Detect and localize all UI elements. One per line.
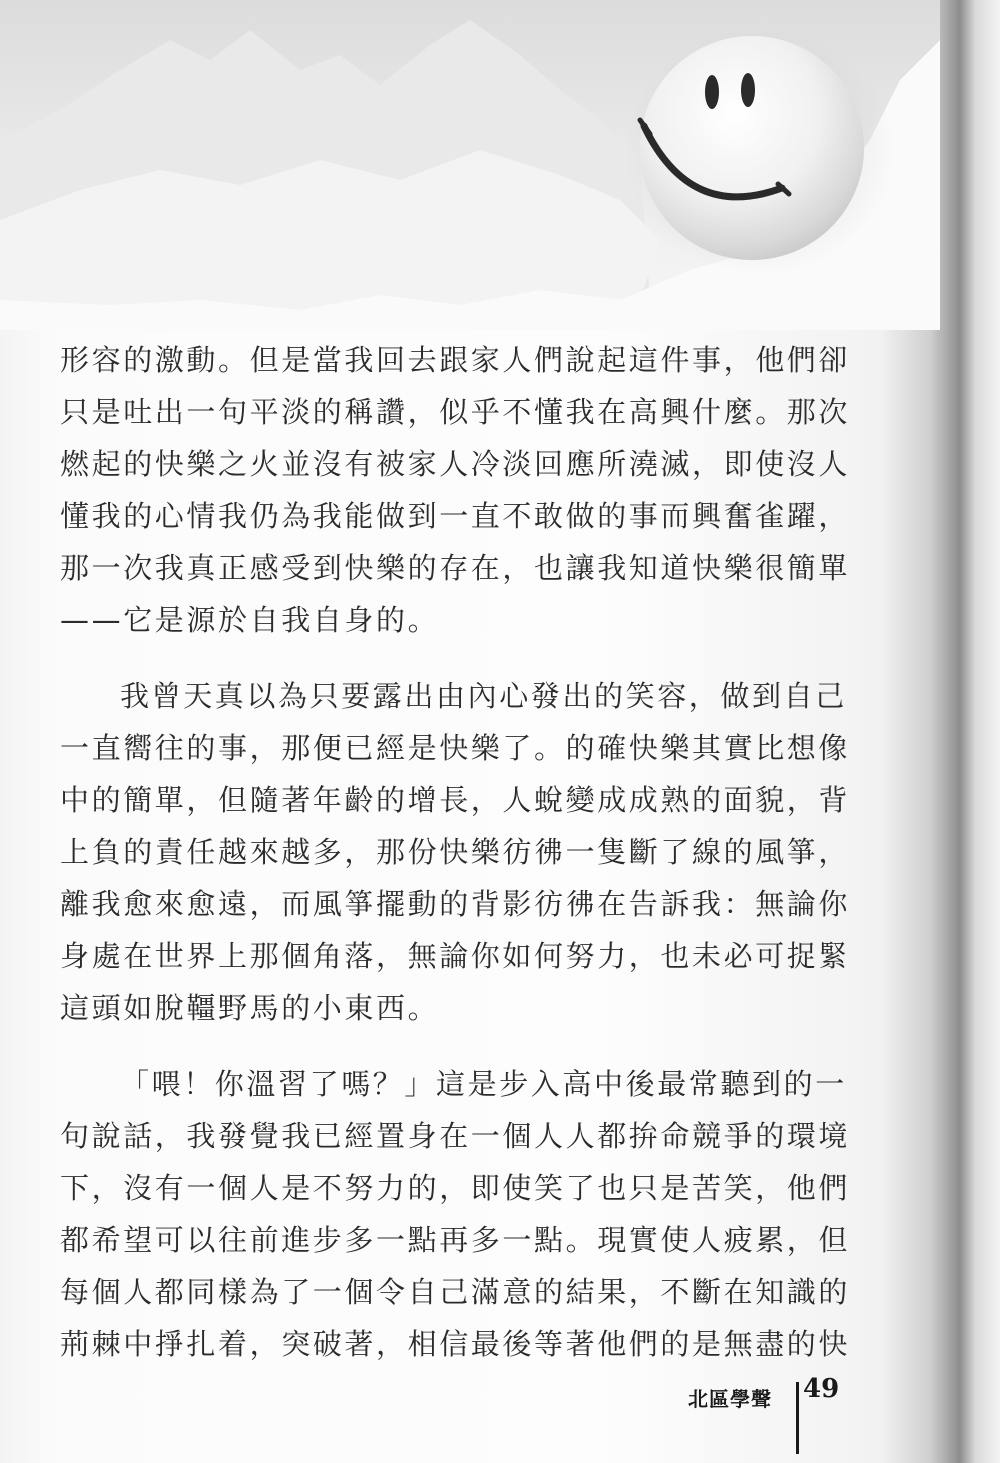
paragraph-1: 形容的激動。但是當我回去跟家人們說起這件事，他們卻只是吐出一句平淡的稱讚，似乎不懂我在高興什麼。那次燃起的快樂之火並沒有被家人冷淡回應所澆滅，即使沒人懂我的心情我仍為我能做到一直不敢做的事而興奮雀躍，那一次我真正感受到快樂的存在，也讓我知道快樂很簡單——它是源於自我自身的。 [60,343,851,637]
paragraph-2: 我曾天真以為只要露出由內心發出的笑容，做到自己一直嚮往的事，那便已經是快樂了。的確快樂其實比想像中的簡單，但隨著年齡的增長，人蛻變成成熟的面貌，背上負的責任越來越多，那份快樂彷彿一隻斷了線的風箏，離我愈來愈遠，而風箏擺動的背影彷彿在告訴我：無論你身處在世界上那個角落，無論你如何努力，也未必可捉緊這頭如脫韁野馬的小東西。 [60,679,851,1025]
smiley-face-icon [640,36,864,260]
publication-title: 北區學聲 [688,1387,772,1411]
paragraph-3: 「喂！你溫習了嗎？」這是步入高中後最常聽到的一句說話，我發覺我已經置身在一個人人都拚命競爭的環境下，沒有一個人是不努力的，即使笑了也只是苦笑，他們都希望可以往前進步多一點再多一點。現實使人疲累，但每個人都同樣為了一個令自己滿意的結果，不斷在知識的荊棘中掙扎着，突破著，相信最後等著他們的是無盡的快 [60,1067,851,1361]
page-footer [688,1383,772,1412]
footer-divider [796,1382,799,1454]
article-body [60,334,850,1394]
page-number: 49 [803,1374,840,1404]
header-illustration [0,0,1000,330]
